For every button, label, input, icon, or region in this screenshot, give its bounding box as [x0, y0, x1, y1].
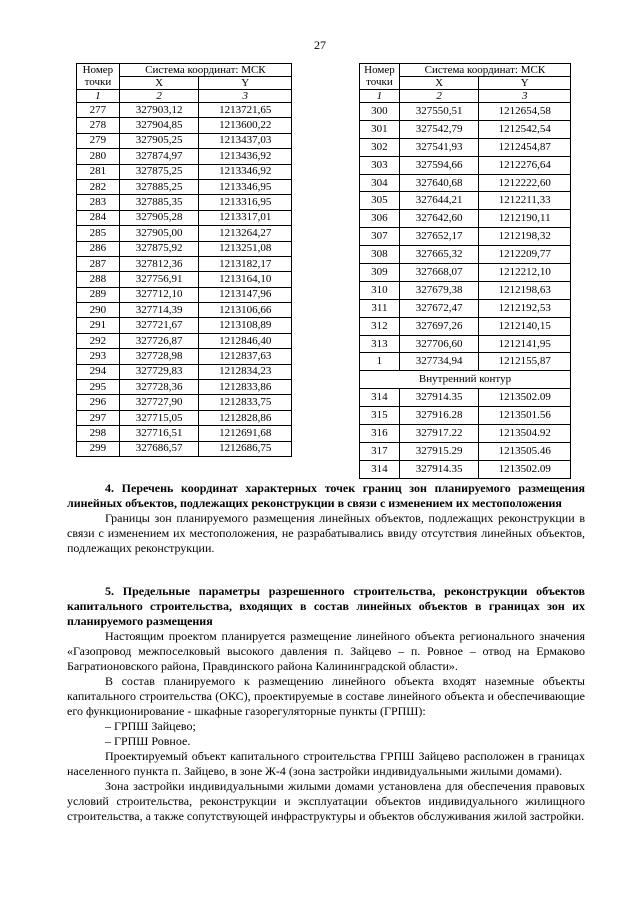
- table-row: [77, 103, 292, 118]
- table-row: [77, 349, 292, 364]
- header-y: Y: [479, 77, 571, 90]
- x-coordinate-cell: 327874,97: [119, 149, 199, 164]
- section-4-heading: 4. Перечень координат характерных точек границ зон планируемого размещения линейных объектов, подлежащих реконструкции в связи с изменением их местоположения: [67, 481, 585, 510]
- table-row: [77, 318, 292, 333]
- y-coordinate-cell: 1212190,11: [479, 210, 571, 228]
- table-row: [360, 425, 571, 443]
- header-coordinate-system: Система координат: МСК: [399, 64, 570, 77]
- y-coordinate-cell: 1212222,60: [479, 174, 571, 192]
- coordinates-table-right: [359, 63, 571, 479]
- header-y: Y: [199, 77, 292, 90]
- table-row: [360, 138, 571, 156]
- index-cell: 1: [360, 90, 400, 103]
- point-number-cell: 299: [77, 441, 120, 456]
- index-cell: 2: [399, 90, 479, 103]
- table-row: [77, 149, 292, 164]
- table-row: [77, 287, 292, 302]
- x-coordinate-cell: 327885,25: [119, 179, 199, 194]
- y-coordinate-cell: 1213316,95: [199, 195, 292, 210]
- table-row: [360, 210, 571, 228]
- table-row: [360, 120, 571, 138]
- table-row: [360, 264, 571, 282]
- point-number-cell: 313: [360, 335, 400, 353]
- y-coordinate-cell: 1212141,95: [479, 335, 571, 353]
- y-coordinate-cell: 1212846,40: [199, 333, 292, 348]
- x-coordinate-cell: 327550,51: [399, 103, 479, 121]
- y-coordinate-cell: 1212209,77: [479, 246, 571, 264]
- table-row: [360, 299, 571, 317]
- point-number-cell: 288: [77, 272, 120, 287]
- point-number-cell: 296: [77, 395, 120, 410]
- y-coordinate-cell: 1212140,15: [479, 317, 571, 335]
- point-number-cell: 310: [360, 281, 400, 299]
- y-coordinate-cell: 1213436,92: [199, 149, 292, 164]
- section-4: [67, 481, 585, 556]
- inner-contour-label: Внутренний контур: [360, 371, 571, 389]
- point-number-cell: 317: [360, 442, 400, 460]
- y-coordinate-cell: 1213251,08: [199, 241, 292, 256]
- point-number-cell: 1: [360, 353, 400, 371]
- point-number-cell: 298: [77, 426, 120, 441]
- table-row: [360, 335, 571, 353]
- x-coordinate-cell: 327672,47: [399, 299, 479, 317]
- y-coordinate-cell: 1212686,75: [199, 441, 292, 456]
- y-coordinate-cell: 1213505.46: [479, 442, 571, 460]
- y-coordinate-cell: 1212198,63: [479, 281, 571, 299]
- y-coordinate-cell: 1212834,23: [199, 364, 292, 379]
- table-row: [360, 228, 571, 246]
- table-row: [77, 380, 292, 395]
- x-coordinate-cell: 327916.28: [399, 407, 479, 425]
- y-coordinate-cell: 1213164,10: [199, 272, 292, 287]
- x-coordinate-cell: 327812,36: [119, 256, 199, 271]
- point-number-cell: 314: [360, 460, 400, 478]
- table-row: [77, 164, 292, 179]
- x-coordinate-cell: 327756,91: [119, 272, 199, 287]
- y-coordinate-cell: 1212837,63: [199, 349, 292, 364]
- x-coordinate-cell: 327905,28: [119, 210, 199, 225]
- x-coordinate-cell: 327728,36: [119, 380, 199, 395]
- x-coordinate-cell: 327917.22: [399, 425, 479, 443]
- point-number-cell: 291: [77, 318, 120, 333]
- table-row: [360, 407, 571, 425]
- table-row: [77, 179, 292, 194]
- point-number-cell: 312: [360, 317, 400, 335]
- x-coordinate-cell: 327665,32: [399, 246, 479, 264]
- y-coordinate-cell: 1213504.92: [479, 425, 571, 443]
- x-coordinate-cell: 327541,93: [399, 138, 479, 156]
- point-number-cell: 315: [360, 407, 400, 425]
- table-row: [77, 333, 292, 348]
- section-5-paragraph-4: Зона застройки индивидуальными жилыми домами установлена для обеспечения правовых условий строительства, реконструкции и эксплуатации объектов индивидуального жилищного строительства, а также сопутствующей инфраструктуры и объектов обслуживания жилой застройки.: [67, 779, 585, 823]
- y-coordinate-cell: 1212211,33: [479, 192, 571, 210]
- header-coordinate-system: Система координат: МСК: [119, 64, 291, 77]
- x-coordinate-cell: 327885,35: [119, 195, 199, 210]
- y-coordinate-cell: 1213264,27: [199, 226, 292, 241]
- x-coordinate-cell: 327875,92: [119, 241, 199, 256]
- y-coordinate-cell: 1212828,86: [199, 410, 292, 425]
- point-number-cell: 284: [77, 210, 120, 225]
- y-coordinate-cell: 1212542,54: [479, 120, 571, 138]
- table-row: [77, 441, 292, 456]
- index-cell: 3: [479, 90, 571, 103]
- header-point-number: Номер: [77, 64, 120, 77]
- table-row: [360, 317, 571, 335]
- x-coordinate-cell: 327905,25: [119, 133, 199, 148]
- point-number-cell: 293: [77, 349, 120, 364]
- point-number-cell: 311: [360, 299, 400, 317]
- point-number-cell: 289: [77, 287, 120, 302]
- x-coordinate-cell: 327652,17: [399, 228, 479, 246]
- x-coordinate-cell: 327904,85: [119, 118, 199, 133]
- point-number-cell: 305: [360, 192, 400, 210]
- table-row: [360, 103, 571, 121]
- table-row: [360, 246, 571, 264]
- point-number-cell: 290: [77, 303, 120, 318]
- x-coordinate-cell: 327734,94: [399, 353, 479, 371]
- y-coordinate-cell: 1213317,01: [199, 210, 292, 225]
- table-row: [360, 460, 571, 478]
- index-cell: 3: [199, 90, 292, 103]
- x-coordinate-cell: 327716,51: [119, 426, 199, 441]
- x-coordinate-cell: 327715,05: [119, 410, 199, 425]
- y-coordinate-cell: 1213437,03: [199, 133, 292, 148]
- x-coordinate-cell: 327905,00: [119, 226, 199, 241]
- x-coordinate-cell: 327914.35: [399, 389, 479, 407]
- y-coordinate-cell: 1213106,66: [199, 303, 292, 318]
- table-row: [360, 353, 571, 371]
- y-coordinate-cell: 1212454,87: [479, 138, 571, 156]
- list-item: – ГРПШ Зайцево;: [105, 719, 196, 733]
- section-5-paragraph-2: В состав планируемого к размещению линейного объекта входят наземные объекты капитального строительства (ОКС), проектируемые в составе линейного объекта и обеспечивающие его функционирование - шкафные газорегуляторные пункты (ГРПШ):: [67, 674, 585, 718]
- x-coordinate-cell: 327903,12: [119, 103, 199, 118]
- table-row: [77, 241, 292, 256]
- header-point-number-cont: точки: [77, 77, 120, 90]
- header-point-number: Номер: [360, 64, 400, 77]
- table-row: [360, 192, 571, 210]
- table-row: [77, 195, 292, 210]
- point-number-cell: 278: [77, 118, 120, 133]
- y-coordinate-cell: 1213721,65: [199, 103, 292, 118]
- index-cell: 2: [119, 90, 199, 103]
- header-x: X: [399, 77, 479, 90]
- y-coordinate-cell: 1212192,53: [479, 299, 571, 317]
- section-5: [67, 584, 585, 824]
- y-coordinate-cell: 1213108,89: [199, 318, 292, 333]
- y-coordinate-cell: 1213182,17: [199, 256, 292, 271]
- table-row: [360, 156, 571, 174]
- x-coordinate-cell: 327727,90: [119, 395, 199, 410]
- x-coordinate-cell: 327914.35: [399, 460, 479, 478]
- point-number-cell: 295: [77, 380, 120, 395]
- y-coordinate-cell: 1213346,92: [199, 164, 292, 179]
- x-coordinate-cell: 327706,60: [399, 335, 479, 353]
- x-coordinate-cell: 327712,10: [119, 287, 199, 302]
- y-coordinate-cell: 1213501.56: [479, 407, 571, 425]
- section-5-heading: 5. Предельные параметры разрешенного строительства, реконструкции объектов капитального строительства, входящих в состав линейных объектов в границах зон их планируемого размещения: [67, 584, 585, 628]
- table-row: [77, 133, 292, 148]
- table-row: [360, 442, 571, 460]
- section-5-paragraph-1: Настоящим проектом планируется размещение линейного объекта регионального значения «Газопровод межпоселковый высокого давления п. Зайцево – п. Ровное – отвод на Ермаково Багратионовского района, Правдинского района Калининградской области».: [67, 629, 585, 673]
- point-number-cell: 304: [360, 174, 400, 192]
- y-coordinate-cell: 1212654,58: [479, 103, 571, 121]
- point-number-cell: 306: [360, 210, 400, 228]
- list-item: – ГРПШ Ровное.: [105, 734, 191, 748]
- x-coordinate-cell: 327728,98: [119, 349, 199, 364]
- section-5-paragraph-3: Проектируемый объект капитального строительства ГРПШ Зайцево расположен в границах населенного пункта п. Зайцево, в зоне Ж-4 (зона застройки индивидуальными жилыми домами).: [67, 749, 585, 778]
- y-coordinate-cell: 1213346,95: [199, 179, 292, 194]
- point-number-cell: 301: [360, 120, 400, 138]
- x-coordinate-cell: 327729,83: [119, 364, 199, 379]
- y-coordinate-cell: 1213600,22: [199, 118, 292, 133]
- point-number-cell: 308: [360, 246, 400, 264]
- table-row: [77, 410, 292, 425]
- x-coordinate-cell: 327640,68: [399, 174, 479, 192]
- x-coordinate-cell: 327714,39: [119, 303, 199, 318]
- x-coordinate-cell: 327644,21: [399, 192, 479, 210]
- y-coordinate-cell: 1212833,75: [199, 395, 292, 410]
- point-number-cell: 314: [360, 389, 400, 407]
- y-coordinate-cell: 1212198,32: [479, 228, 571, 246]
- point-number-cell: 316: [360, 425, 400, 443]
- table-row: [77, 256, 292, 271]
- y-coordinate-cell: 1212212,10: [479, 264, 571, 282]
- point-number-cell: 277: [77, 103, 120, 118]
- point-number-cell: 307: [360, 228, 400, 246]
- coordinates-table-left: [76, 63, 292, 457]
- x-coordinate-cell: 327915.29: [399, 442, 479, 460]
- point-number-cell: 294: [77, 364, 120, 379]
- point-number-cell: 292: [77, 333, 120, 348]
- y-coordinate-cell: 1213502.09: [479, 389, 571, 407]
- table-row: [77, 364, 292, 379]
- table-row: [360, 281, 571, 299]
- point-number-cell: 283: [77, 195, 120, 210]
- section-4-paragraph: Границы зон планируемого размещения линейных объектов, подлежащих реконструкции в связи с изменением их местоположения, не разрабатывались ввиду отсутствия линейных объектов, подлежащих реконструкции.: [67, 511, 585, 555]
- y-coordinate-cell: 1213502.09: [479, 460, 571, 478]
- table-row: [77, 272, 292, 287]
- page-number: 27: [314, 38, 326, 52]
- table-row: [360, 389, 571, 407]
- x-coordinate-cell: 327594,66: [399, 156, 479, 174]
- point-number-cell: 302: [360, 138, 400, 156]
- table-row: [77, 210, 292, 225]
- point-number-cell: 309: [360, 264, 400, 282]
- table-row: [77, 303, 292, 318]
- point-number-cell: 282: [77, 179, 120, 194]
- table-row: [77, 395, 292, 410]
- index-cell: 1: [77, 90, 120, 103]
- y-coordinate-cell: 1212155,87: [479, 353, 571, 371]
- x-coordinate-cell: 327542,79: [399, 120, 479, 138]
- point-number-cell: 281: [77, 164, 120, 179]
- x-coordinate-cell: 327721,67: [119, 318, 199, 333]
- x-coordinate-cell: 327726,87: [119, 333, 199, 348]
- y-coordinate-cell: 1212276,64: [479, 156, 571, 174]
- x-coordinate-cell: 327686,57: [119, 441, 199, 456]
- y-coordinate-cell: 1212833,86: [199, 380, 292, 395]
- table-row: [77, 118, 292, 133]
- x-coordinate-cell: 327642,60: [399, 210, 479, 228]
- point-number-cell: 280: [77, 149, 120, 164]
- point-number-cell: 300: [360, 103, 400, 121]
- y-coordinate-cell: 1212691,68: [199, 426, 292, 441]
- point-number-cell: 303: [360, 156, 400, 174]
- x-coordinate-cell: 327679,38: [399, 281, 479, 299]
- table-row: [77, 426, 292, 441]
- point-number-cell: 286: [77, 241, 120, 256]
- point-number-cell: 285: [77, 226, 120, 241]
- point-number-cell: 287: [77, 256, 120, 271]
- y-coordinate-cell: 1213147,96: [199, 287, 292, 302]
- point-number-cell: 297: [77, 410, 120, 425]
- table-row: [77, 226, 292, 241]
- point-number-cell: 279: [77, 133, 120, 148]
- header-x: X: [119, 77, 199, 90]
- x-coordinate-cell: 327875,25: [119, 164, 199, 179]
- x-coordinate-cell: 327668,07: [399, 264, 479, 282]
- header-point-number-cont: точки: [360, 77, 400, 90]
- table-row: [360, 174, 571, 192]
- x-coordinate-cell: 327697,26: [399, 317, 479, 335]
